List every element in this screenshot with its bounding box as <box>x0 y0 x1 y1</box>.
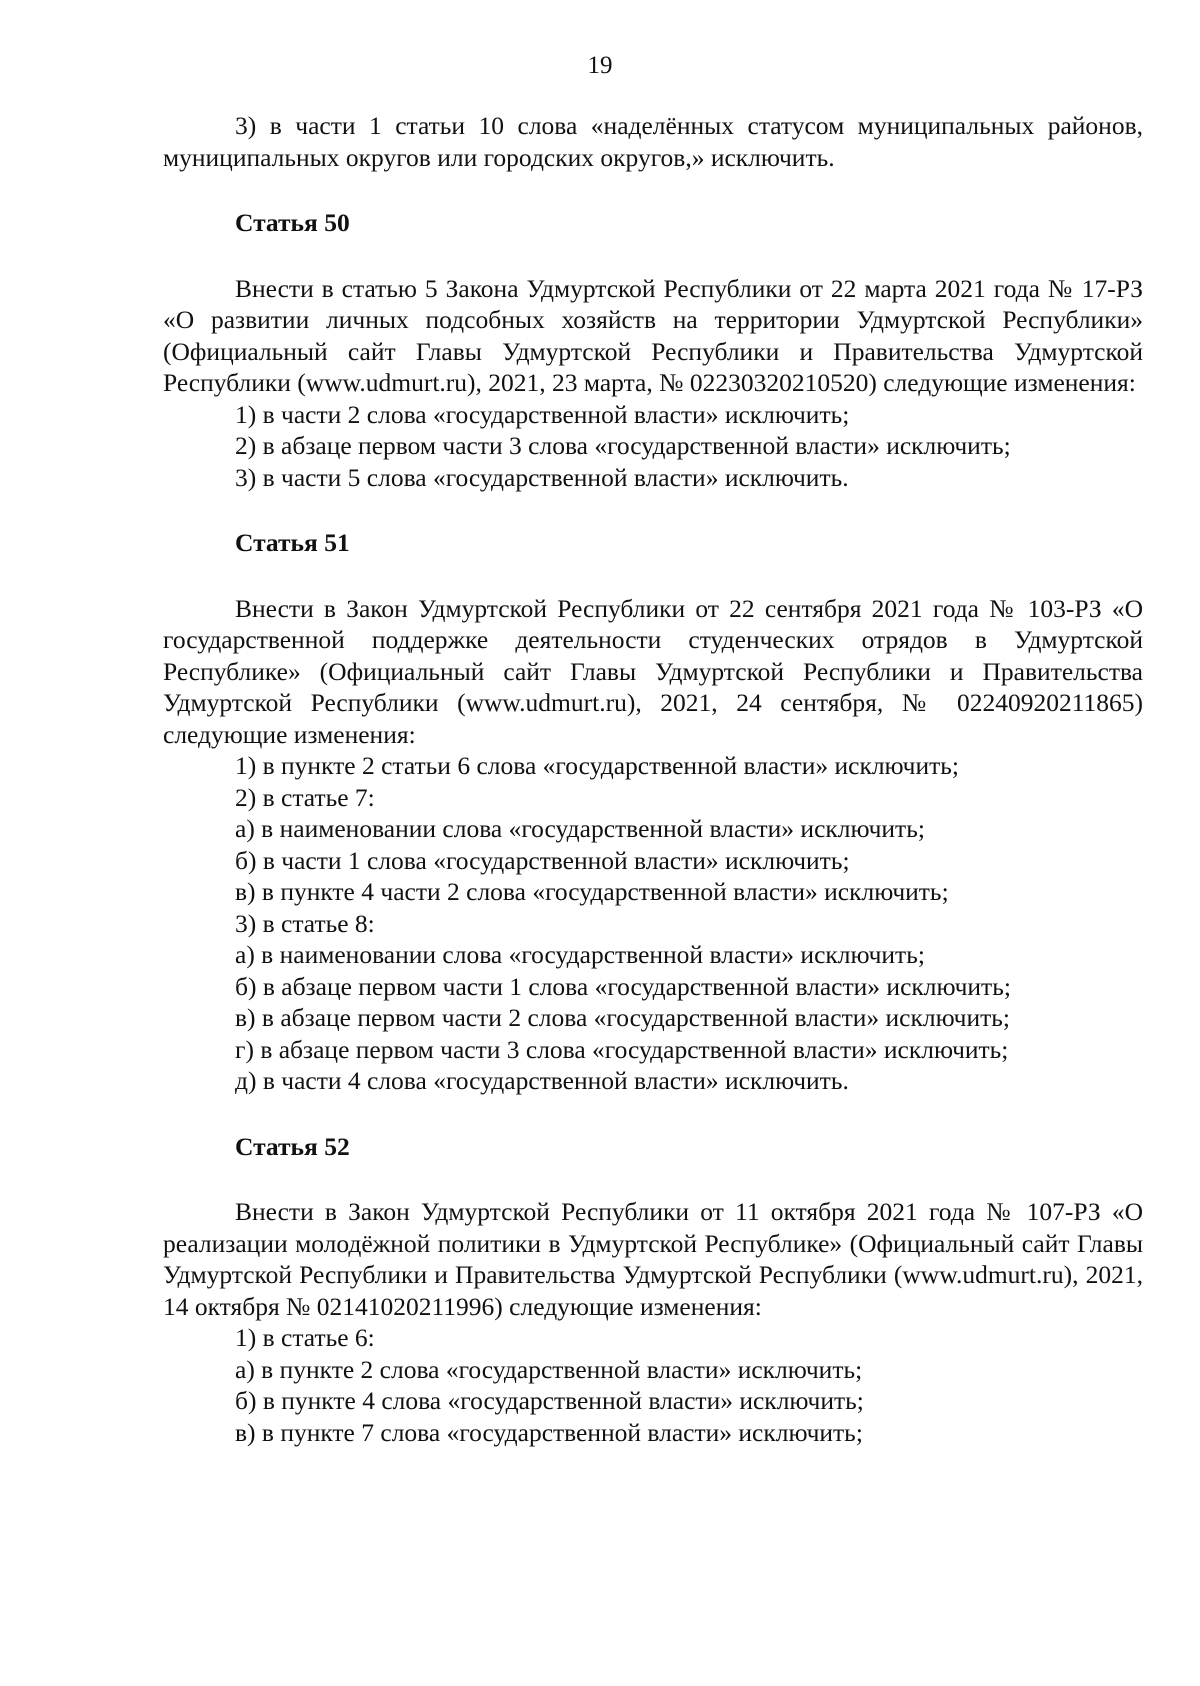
list-item: б) в абзаце первом части 1 слова «государственной власти» исключить; <box>235 971 1011 1001</box>
list-item: 3) в статье 8: <box>235 908 375 938</box>
list-item: 1) в пункте 2 статьи 6 слова «государственной власти» исключить; <box>235 751 959 780</box>
list-item: в) в пункте 4 части 2 слова «государственной власти» исключить; <box>235 877 949 906</box>
article-51 <box>163 527 1143 1097</box>
list-item: 1) в части 2 слова «государственной власти» исключить; <box>235 399 850 429</box>
list-item: б) в пункте 4 слова «государственной власти» исключить; <box>235 1386 864 1415</box>
list-item: 1) в статье 6: <box>235 1323 375 1352</box>
list-item: в) в пункте 7 слова «государственной власти» исключить; <box>235 1417 863 1447</box>
page-number: 19 <box>587 52 613 79</box>
list-item: а) в наименовании слова «государственной власти» исключить; <box>235 940 925 969</box>
document-body <box>163 110 1143 1448</box>
list-item: а) в наименовании слова «государственной власти» исключить; <box>235 814 925 843</box>
list-item: д) в части 4 слова «государственной власти» исключить. <box>235 1066 849 1095</box>
article-body: Внести в Закон Удмуртской Республики от 22 сентября 2021 года № 103-РЗ «О государственной поддержке деятельности студенческих отрядов в Удмуртской Республике» (Официальный сайт Главы Удмуртской Республики и Правительства Удмуртской Республики (www.udmurt.ru), 2021, 24 сентября, № 02240920211865) следующие изменения: <box>163 593 1143 749</box>
list-item: 2) в абзаце первом части 3 слова «государственной власти» исключить; <box>235 431 1011 460</box>
intro-item: 3) в части 1 статьи 10 слова «наделённых статусом муниципальных районов, муниципальных округов или городских округов,» исключить. <box>163 111 1143 172</box>
list-item: г) в абзаце первом части 3 слова «государственной власти» исключить; <box>235 1034 1009 1064</box>
list-item: 2) в статье 7: <box>235 782 375 812</box>
article-heading: Статья 52 <box>235 1131 350 1161</box>
article-body: Внести в статью 5 Закона Удмуртской Республики от 22 марта 2021 года № 17-РЗ «О развитии личных подсобных хозяйств на территории Удмуртской Республики» (Официальный сайт Главы Удмуртской Республики и Правительства Удмуртской Республики (www.udmurt.ru), 2021, 23 марта, № 02230320210520) следующие изменения: <box>163 273 1143 397</box>
list-item: 3) в части 5 слова «государственной власти» исключить. <box>235 462 849 492</box>
list-item: в) в абзаце первом части 2 слова «государственной власти» исключить; <box>235 1003 1010 1032</box>
article-heading: Статья 50 <box>235 208 350 237</box>
article-body: Внести в Закон Удмуртской Республики от 11 октября 2021 года № 107-РЗ «О реализации молодёжной политики в Удмуртской Республике» (Официальный сайт Главы Удмуртской Республики и Правительства Удмуртской Республики (www.udmurt.ru), 2021, 14 октября № 02141020211996) следующие изменения: <box>163 1197 1143 1321</box>
article-52 <box>163 1131 1143 1449</box>
list-item: б) в части 1 слова «государственной власти» исключить; <box>235 845 850 875</box>
article-heading: Статья 51 <box>235 528 350 557</box>
article-50 <box>163 207 1143 493</box>
list-item: а) в пункте 2 слова «государственной власти» исключить; <box>235 1354 863 1384</box>
